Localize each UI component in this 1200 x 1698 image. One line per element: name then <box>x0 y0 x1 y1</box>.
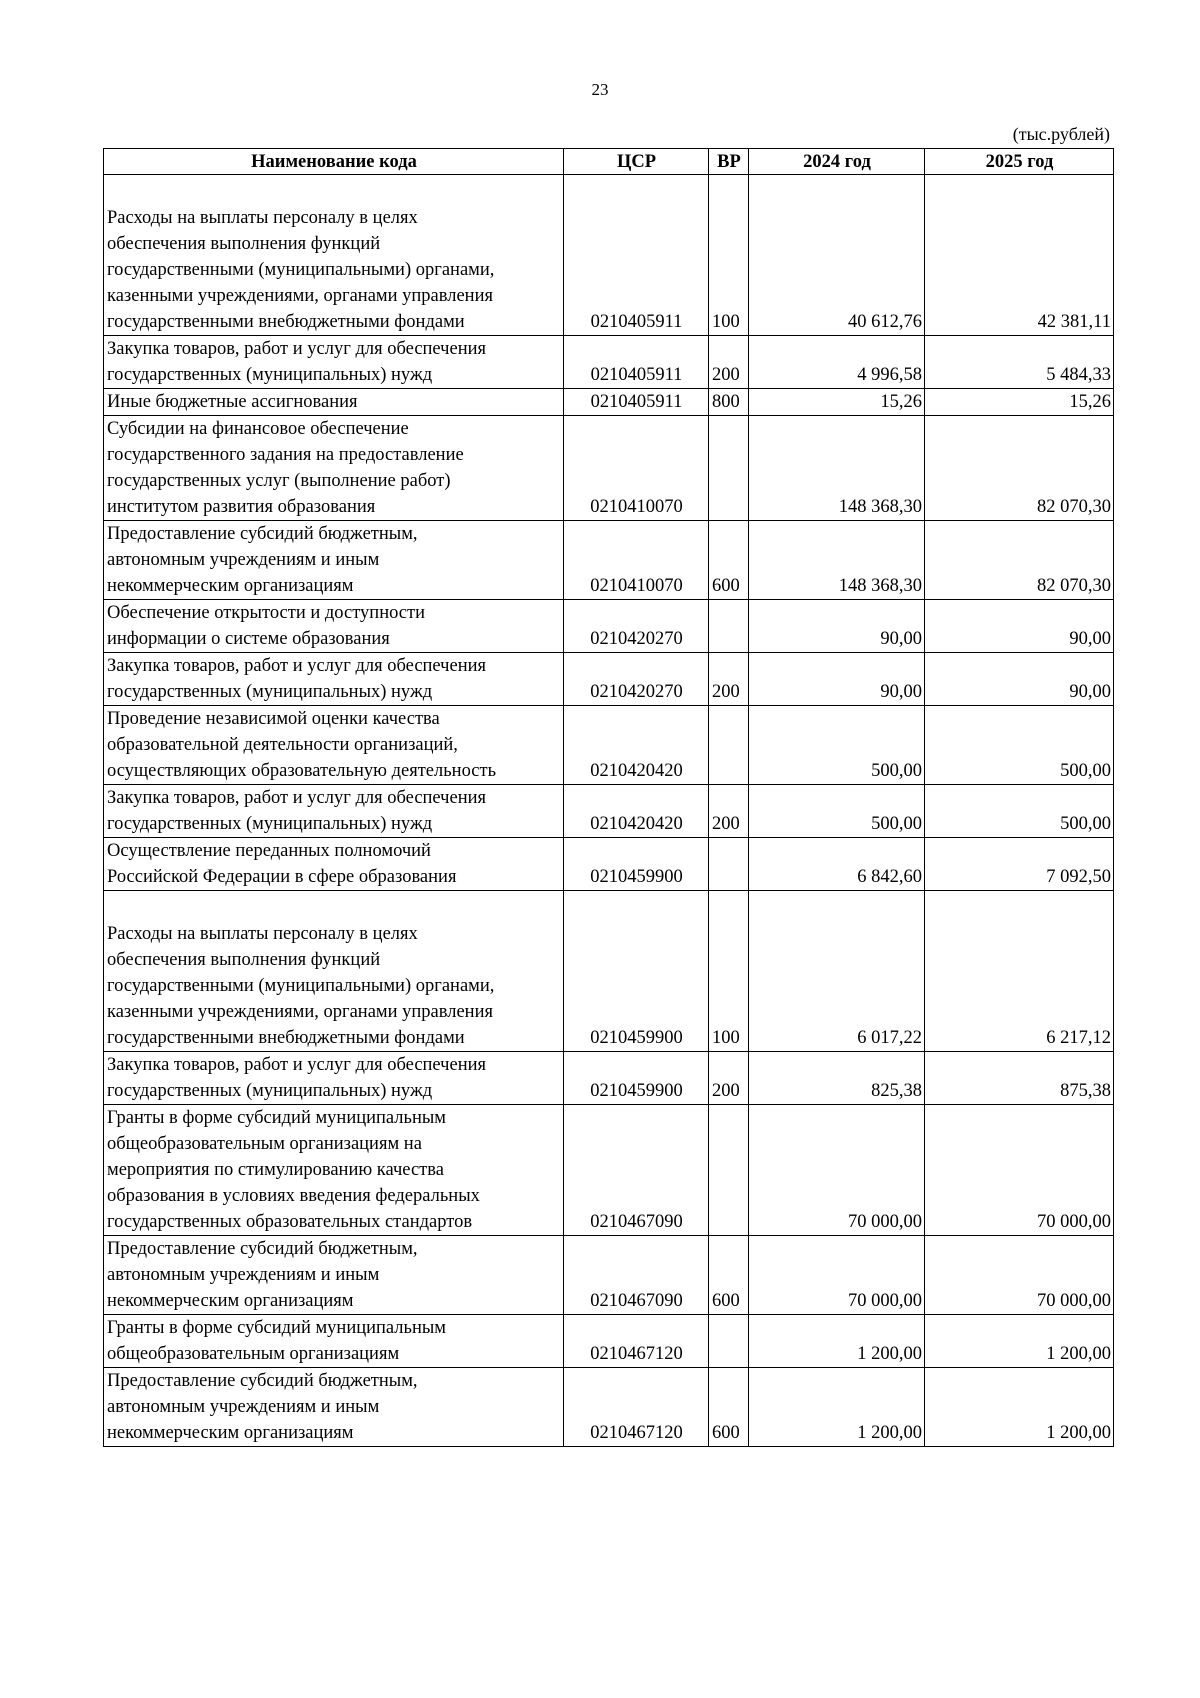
row-csr: 0210420420 <box>564 785 709 838</box>
row-csr: 0210467090 <box>564 1105 709 1236</box>
table-row <box>104 600 1114 653</box>
row-2024: 500,00 <box>749 706 925 785</box>
row-vr <box>709 1105 749 1236</box>
header-name: Наименование кода <box>104 149 564 175</box>
table-row <box>104 1315 1114 1368</box>
row-2024: 1 200,00 <box>749 1368 925 1447</box>
row-name: Осуществление переданных полномочий Российской Федерации в сфере образования <box>104 838 564 891</box>
header-csr: ЦСР <box>564 149 709 175</box>
row-csr: 0210467120 <box>564 1368 709 1447</box>
row-name: Обеспечение открытости и доступности информации о системе образования <box>104 600 564 653</box>
row-2025: 90,00 <box>925 653 1114 706</box>
row-csr: 0210405911 <box>564 389 709 416</box>
row-name: Иные бюджетные ассигнования <box>104 389 564 416</box>
row-2024: 1 200,00 <box>749 1315 925 1368</box>
row-2025: 1 200,00 <box>925 1315 1114 1368</box>
table-row <box>104 1052 1114 1105</box>
row-vr: 100 <box>709 891 749 1052</box>
row-2025: 82 070,30 <box>925 521 1114 600</box>
table-row <box>104 1105 1114 1236</box>
row-2024: 148 368,30 <box>749 521 925 600</box>
row-csr: 0210459900 <box>564 891 709 1052</box>
table-row <box>104 1368 1114 1447</box>
row-2025: 82 070,30 <box>925 416 1114 521</box>
row-2025: 7 092,50 <box>925 838 1114 891</box>
row-vr: 800 <box>709 389 749 416</box>
row-name: Закупка товаров, работ и услуг для обеспечения государственных (муниципальных) нужд <box>104 1052 564 1105</box>
row-vr <box>709 838 749 891</box>
row-name: Расходы на выплаты персоналу в целях обеспечения выполнения функций государственными (муниципальными) органами, казенными учреждениями, органами управления государственными внебюджетными фондами <box>104 175 564 336</box>
page-number: 23 <box>591 80 609 99</box>
row-name: Закупка товаров, работ и услуг для обеспечения государственных (муниципальных) нужд <box>104 336 564 389</box>
row-2024: 90,00 <box>749 653 925 706</box>
table-row <box>104 389 1114 416</box>
row-csr: 0210459900 <box>564 1052 709 1105</box>
row-name: Гранты в форме субсидий муниципальным общеобразовательным организациям <box>104 1315 564 1368</box>
table-row <box>104 416 1114 521</box>
row-2025: 500,00 <box>925 785 1114 838</box>
row-name: Закупка товаров, работ и услуг для обеспечения государственных (муниципальных) нужд <box>104 785 564 838</box>
budget-table <box>103 148 1114 1447</box>
table-row <box>104 336 1114 389</box>
row-csr: 0210467090 <box>564 1236 709 1315</box>
row-2024: 70 000,00 <box>749 1105 925 1236</box>
row-2024: 4 996,58 <box>749 336 925 389</box>
row-2024: 6 017,22 <box>749 891 925 1052</box>
table-header-row <box>104 149 1114 175</box>
row-2024: 6 842,60 <box>749 838 925 891</box>
row-vr: 600 <box>709 1368 749 1447</box>
table-row <box>104 838 1114 891</box>
row-2024: 15,26 <box>749 389 925 416</box>
table-row <box>104 706 1114 785</box>
row-name: Предоставление субсидий бюджетным, автономным учреждениям и иным некоммерческим организациям <box>104 1368 564 1447</box>
row-name: Закупка товаров, работ и услуг для обеспечения государственных (муниципальных) нужд <box>104 653 564 706</box>
row-2025: 500,00 <box>925 706 1114 785</box>
row-name: Субсидии на финансовое обеспечение государственного задания на предоставление государственных услуг (выполнение работ) институтом развития образования <box>104 416 564 521</box>
row-2025: 875,38 <box>925 1052 1114 1105</box>
header-2025: 2025 год <box>925 149 1114 175</box>
row-csr: 0210459900 <box>564 838 709 891</box>
row-2025: 5 484,33 <box>925 336 1114 389</box>
row-2025: 90,00 <box>925 600 1114 653</box>
row-vr: 600 <box>709 1236 749 1315</box>
units-label: (тыс.рублей) <box>1012 124 1110 144</box>
row-2024: 500,00 <box>749 785 925 838</box>
row-vr <box>709 416 749 521</box>
table-row <box>104 891 1114 1052</box>
table-row <box>104 785 1114 838</box>
row-2024: 148 368,30 <box>749 416 925 521</box>
row-name: Проведение независимой оценки качества образовательной деятельности организаций, осуществляющих образовательную деятельность <box>104 706 564 785</box>
row-name: Расходы на выплаты персоналу в целях обеспечения выполнения функций государственными (муниципальными) органами, казенными учреждениями, органами управления государственными внебюджетными фондами <box>104 891 564 1052</box>
row-csr: 0210405911 <box>564 175 709 336</box>
row-csr: 0210405911 <box>564 336 709 389</box>
row-csr: 0210420420 <box>564 706 709 785</box>
row-2024: 40 612,76 <box>749 175 925 336</box>
row-2025: 15,26 <box>925 389 1114 416</box>
row-name: Предоставление субсидий бюджетным, автономным учреждениям и иным некоммерческим организациям <box>104 1236 564 1315</box>
header-vr: ВР <box>709 149 749 175</box>
row-vr <box>709 600 749 653</box>
row-csr: 0210420270 <box>564 653 709 706</box>
row-2025: 6 217,12 <box>925 891 1114 1052</box>
row-2025: 70 000,00 <box>925 1105 1114 1236</box>
row-vr <box>709 1315 749 1368</box>
row-2024: 90,00 <box>749 600 925 653</box>
table-row <box>104 521 1114 600</box>
header-2024: 2024 год <box>749 149 925 175</box>
table-row <box>104 175 1114 336</box>
row-vr: 600 <box>709 521 749 600</box>
row-csr: 0210410070 <box>564 416 709 521</box>
row-csr: 0210467120 <box>564 1315 709 1368</box>
row-vr <box>709 706 749 785</box>
row-2025: 42 381,11 <box>925 175 1114 336</box>
row-vr: 100 <box>709 175 749 336</box>
row-name: Гранты в форме субсидий муниципальным общеобразовательным организациям на мероприятия по стимулированию качества образования в условиях введения федеральных государственных образовательных стандартов <box>104 1105 564 1236</box>
row-name: Предоставление субсидий бюджетным, автономным учреждениям и иным некоммерческим организациям <box>104 521 564 600</box>
row-2025: 70 000,00 <box>925 1236 1114 1315</box>
table-row <box>104 653 1114 706</box>
row-vr: 200 <box>709 653 749 706</box>
row-2024: 825,38 <box>749 1052 925 1105</box>
row-2024: 70 000,00 <box>749 1236 925 1315</box>
row-csr: 0210420270 <box>564 600 709 653</box>
row-2025: 1 200,00 <box>925 1368 1114 1447</box>
row-vr: 200 <box>709 785 749 838</box>
table-row <box>104 1236 1114 1315</box>
row-csr: 0210410070 <box>564 521 709 600</box>
row-vr: 200 <box>709 1052 749 1105</box>
row-vr: 200 <box>709 336 749 389</box>
